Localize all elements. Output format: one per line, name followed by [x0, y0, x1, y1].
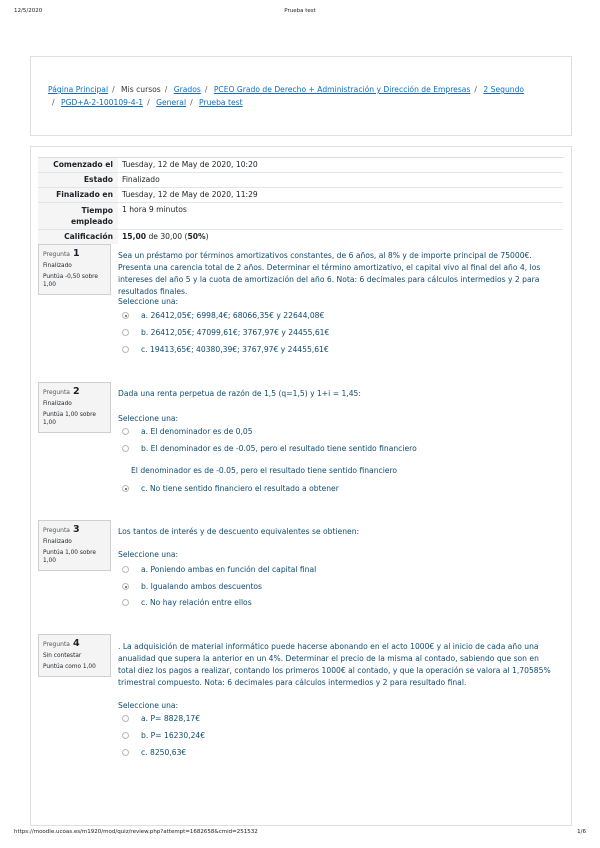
question-info-2: [38, 382, 111, 433]
summary-value: Tuesday, 12 de May de 2020, 11:29: [122, 190, 258, 199]
question-state: Sin contestar: [43, 653, 82, 659]
breadcrumb-separator: /: [190, 97, 193, 107]
question-2-option-b[interactable]: b. El denominador es de -0.05, pero el resultado tiene sentido financiero: [122, 444, 417, 453]
print-header: [14, 8, 586, 18]
select-one-prompt: Seleccione una:: [118, 550, 179, 559]
summary-label: Estado: [38, 173, 118, 188]
breadcrumb-separator: /: [164, 85, 168, 94]
question-3-option-c[interactable]: c. No hay relación entre ellos: [122, 598, 252, 607]
radio-button[interactable]: [122, 485, 129, 492]
question-3-option-b[interactable]: b. Igualando ambos descuentos: [122, 582, 262, 591]
summary-row-grade: [38, 230, 563, 245]
question-state: Finalizado: [43, 539, 72, 545]
breadcrumb-year-link[interactable]: 2 Segundo: [483, 85, 525, 94]
radio-button[interactable]: [122, 583, 129, 590]
grade-rest: de 30,00 (: [146, 232, 188, 241]
breadcrumb-quiz-link[interactable]: Prueba test: [199, 97, 243, 107]
attempt-summary-table: [38, 157, 563, 244]
grade-close: ): [205, 232, 209, 241]
question-grade: Puntúa -0,50 sobre 1,00: [43, 274, 98, 288]
breadcrumb: [48, 84, 557, 109]
breadcrumb-separator: /: [147, 97, 150, 107]
summary-value: 1 hora 9 minutos: [122, 205, 187, 214]
question-number: Pregunta 1: [43, 248, 80, 259]
question-grade: Puntúa como 1,00: [43, 664, 96, 670]
question-1-option-c[interactable]: c. 19413,65€; 40380,39€; 3767,97€ y 24455,61€: [122, 345, 329, 354]
radio-button[interactable]: [122, 749, 129, 756]
radio-button[interactable]: [122, 732, 129, 739]
summary-label: Calificación: [38, 230, 118, 245]
breadcrumb-home-link[interactable]: Página Principal: [48, 85, 109, 94]
print-footer: [14, 829, 586, 839]
radio-button[interactable]: [122, 599, 129, 606]
summary-label: Finalizado en: [38, 188, 118, 203]
summary-label: Comenzado el: [38, 158, 118, 173]
breadcrumb-course-link[interactable]: PGD+A-2-100109-4-1: [60, 97, 144, 107]
question-4-option-b[interactable]: b. P= 16230,24€: [122, 731, 205, 740]
summary-label: Tiempo empleado: [38, 203, 118, 230]
question-1-option-b[interactable]: b. 26412,05€; 47099,61€; 3767,97€ y 24455,61€: [122, 328, 329, 337]
breadcrumb-separator: /: [204, 85, 208, 94]
radio-button[interactable]: [122, 445, 129, 452]
breadcrumb-grados-link[interactable]: Grados: [173, 85, 201, 94]
select-one-prompt: Seleccione una:: [118, 701, 179, 710]
question-info-1: [38, 244, 111, 295]
question-state: Finalizado: [43, 401, 72, 407]
radio-button[interactable]: [122, 329, 129, 336]
select-one-prompt: Seleccione una:: [118, 297, 179, 306]
question-info-4: [38, 634, 111, 677]
question-text-4: . La adquisición de material informático puede hacerse abonando en el acto 1000€ y al inicio de cada año una anualidad que supera la anterior en un 4%. Determinar el precio de la misma al contado, sabiendo que son en total diez los pagos a realizar, contando los primeros 1000€ al contado, y que la operación se valora al 1,70585% trimestral compuesto. Nota: 6 decimales para cálculos intermedios y 2 para resultado final.: [118, 642, 551, 687]
breadcrumb-degree-link[interactable]: PCEO Grado de Derecho + Administración y Dirección de Empresas: [213, 85, 471, 94]
select-one-prompt: Seleccione una:: [118, 414, 179, 423]
grade-percent: 50%: [187, 232, 206, 241]
radio-button[interactable]: [122, 428, 129, 435]
print-page-number: 1/6: [577, 829, 586, 835]
breadcrumb-separator: /: [474, 85, 477, 94]
breadcrumb-container: [30, 56, 572, 136]
summary-value: [118, 230, 563, 245]
summary-value: Finalizado: [122, 175, 160, 184]
question-3-option-a[interactable]: a. Poniendo ambas en función del capital final: [122, 565, 316, 574]
question-2-option-a[interactable]: a. El denominador es de 0,05: [122, 427, 253, 436]
radio-button[interactable]: [122, 346, 129, 353]
question-text-3: Los tantos de interés y de descuento equivalentes se obtienen:: [118, 527, 360, 536]
grade-score: 15,00: [122, 232, 147, 241]
question-1-option-a[interactable]: a. 26412,05€; 6998,4€; 68066,35€ y 22644,08€: [122, 311, 324, 320]
summary-row-state: [38, 173, 563, 188]
radio-button[interactable]: [122, 715, 129, 722]
print-date: 12/5/2020: [14, 8, 43, 14]
breadcrumb-general-link[interactable]: General: [156, 97, 187, 107]
question-4-option-a[interactable]: a. P= 8828,17€: [122, 714, 200, 723]
summary-row-time-taken: [38, 203, 563, 230]
breadcrumb-separator: /: [112, 85, 115, 94]
question-info-3: [38, 520, 111, 571]
question-number: Pregunta 3: [43, 524, 80, 535]
summary-row-started: [38, 158, 563, 173]
print-title: Prueba test: [284, 8, 316, 14]
question-2-option-c[interactable]: c. No tiene sentido financiero el resultado a obtener: [122, 484, 339, 493]
breadcrumb-my-courses: Mis cursos: [121, 85, 161, 94]
question-grade: Puntúa 1,00 sobre 1,00: [43, 550, 96, 564]
question-number: Pregunta 4: [43, 638, 80, 649]
print-url: https://moodle.ucoas.es/m1920/mod/quiz/review.php?attempt=1682658&cmid=251532: [14, 829, 258, 835]
question-grade: Puntúa 1,00 sobre 1,00: [43, 412, 96, 426]
question-4-option-c[interactable]: c. 8250,63€: [122, 748, 186, 757]
question-text-2: Dada una renta perpetua de razón de 1,5 (q=1,5) y 1+i = 1,45:: [118, 389, 361, 398]
question-text-1: Sea un préstamo por términos amortizativos constantes, de 6 años, al 8% y de importe principal de 75000€. Presenta una carencia total de 2 años. Determinar el término amortizativo, el capital vivo al final del año 4, los intereses del año 5 y la cuota de amortización del año 6. Nota: 6 decimales para cálculos intermedios y 2 para resultados finales.: [118, 251, 541, 296]
breadcrumb-separator: /: [52, 97, 55, 107]
summary-row-finished: [38, 188, 563, 203]
radio-button[interactable]: [122, 312, 129, 319]
question-number: Pregunta 2: [43, 386, 80, 397]
radio-button[interactable]: [122, 566, 129, 573]
summary-value: Tuesday, 12 de May de 2020, 10:20: [122, 160, 258, 169]
question-state: Finalizado: [43, 263, 72, 269]
question-2-feedback: El denominador es de -0.05, pero el resultado tiene sentido financiero: [131, 466, 398, 475]
